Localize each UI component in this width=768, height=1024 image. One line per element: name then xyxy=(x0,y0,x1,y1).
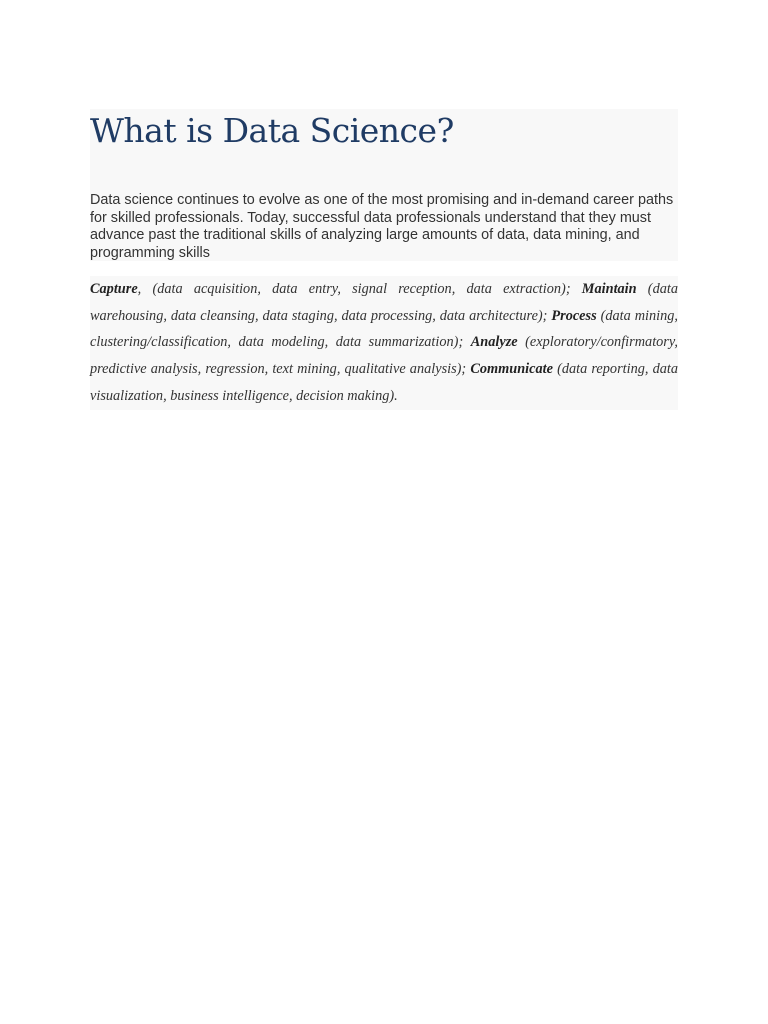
intro-block xyxy=(90,109,678,261)
page-title: What is Data Science? xyxy=(90,111,454,150)
intro-paragraph: Data science continues to evolve as one of the most promising and in-demand career paths for skilled professionals. Today, successful data professionals understand that they must advance past the traditional skills of analyzing large amounts of data, data mining, and programming skills xyxy=(90,192,674,261)
stage-term-communicate: Communicate xyxy=(470,361,553,378)
stage-details-process: (data mining, clustering/classification, data modeling, data summarization); xyxy=(90,307,678,351)
stage-details-analyze: (exploratory/confirmatory, predictive analysis, regression, text mining, qualitative analysis); xyxy=(90,334,679,378)
stage-details-communicate: (data reporting, data visualization, business intelligence, decision making). xyxy=(90,361,678,404)
stage-term-analyze: Analyze xyxy=(470,334,518,351)
stage-term-maintain: Maintain xyxy=(581,281,637,297)
stage-term-capture: Capture xyxy=(90,281,138,297)
stages-paragraph xyxy=(90,276,678,410)
stage-term-process: Process xyxy=(551,307,597,324)
stage-details-maintain: (data warehousing, data cleansing, data staging, data processing, data architecture); xyxy=(90,281,678,324)
stage-details-capture: , (data acquisition, data entry, signal reception, data extraction); xyxy=(137,281,582,297)
